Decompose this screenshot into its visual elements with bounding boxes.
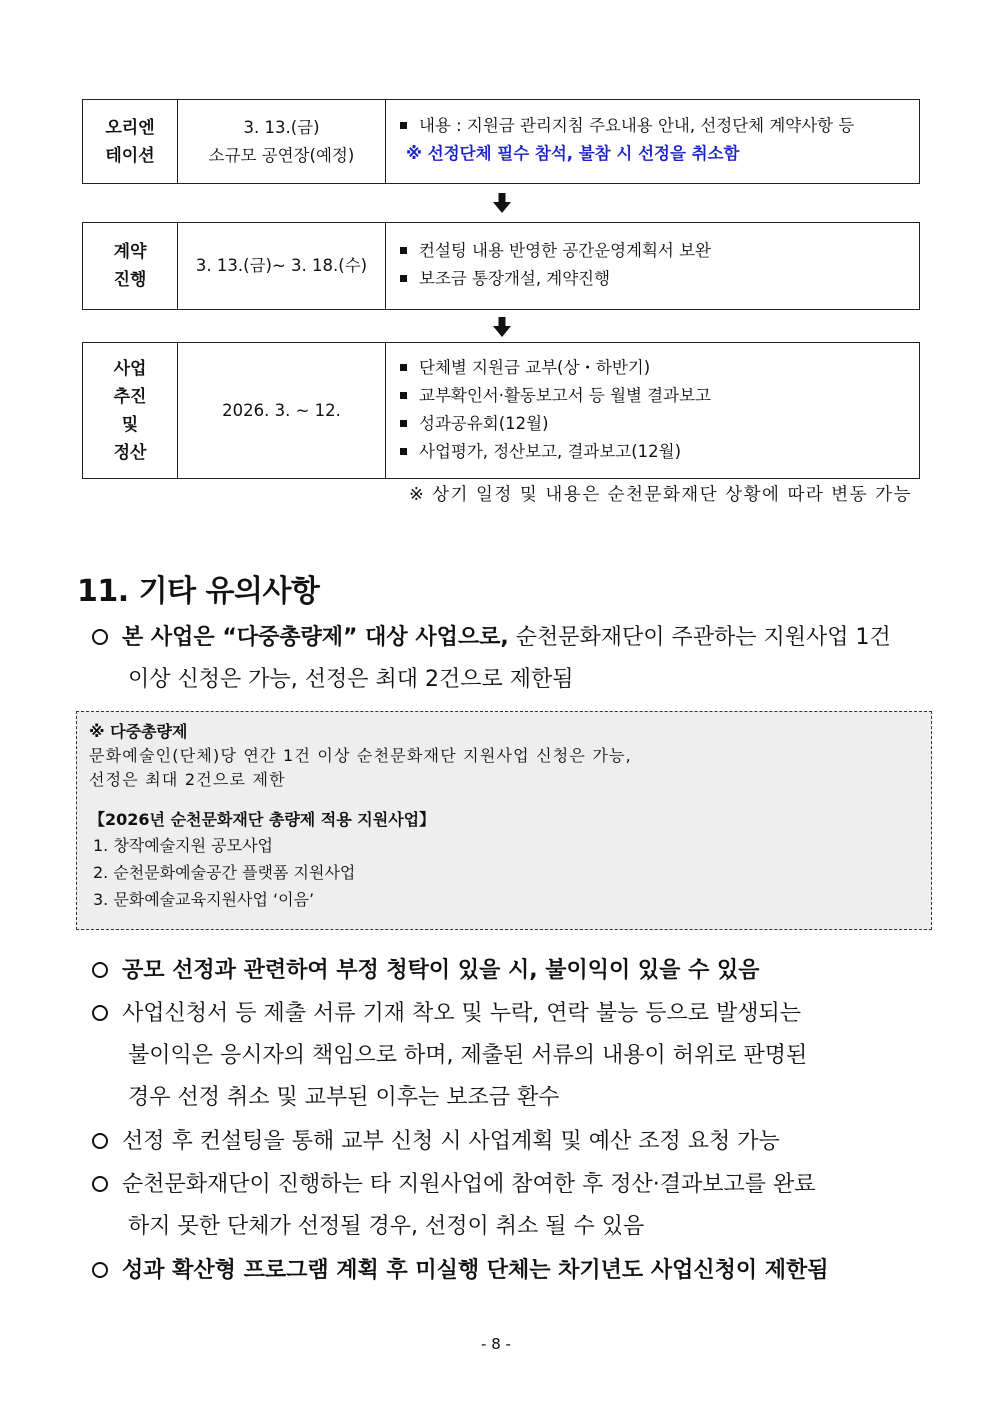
stage-text: 진행 bbox=[113, 270, 147, 290]
box-title: ※ 다중총량제 bbox=[89, 722, 188, 741]
note-item bbox=[92, 1250, 829, 1292]
stage-text: 정산 bbox=[113, 442, 147, 463]
box-list-item: 2. 순천문화예술공간 플랫폼 지원사업 bbox=[93, 863, 356, 882]
circle-bullet-icon bbox=[92, 1176, 108, 1192]
stage-text: 테이션 bbox=[105, 145, 155, 166]
content-cell bbox=[386, 100, 919, 183]
box-line: 선정은 최대 2건으로 제한 bbox=[89, 770, 286, 789]
bullet-text: 내용 : 지원금 관리지침 주요내용 안내, 선정단체 계약사항 등 bbox=[419, 116, 855, 135]
date-cell bbox=[178, 223, 386, 309]
arrow-down-icon bbox=[493, 193, 511, 213]
bullet-text: 교부확인서·활동보고서 등 월별 결과보고 bbox=[419, 386, 711, 405]
location-text: 소규모 공연장(예정) bbox=[208, 145, 355, 165]
content-cell bbox=[386, 343, 919, 478]
square-bullet-icon bbox=[400, 448, 407, 455]
note-text: 불이익은 응시자의 책임으로 하며, 제출된 서류의 내용이 허위로 판명된 bbox=[128, 1043, 808, 1068]
section-title: 11. 기타 유의사항 bbox=[77, 574, 320, 609]
intro-text-line2: 이상 신청은 가능, 선정은 최대 2건으로 제한됨 bbox=[128, 667, 574, 692]
arrow-down-icon bbox=[493, 317, 511, 337]
stage-cell bbox=[83, 223, 178, 309]
box-list-item: 3. 문화예술교육지원사업 ‘이음’ bbox=[93, 890, 315, 909]
schedule-row-contract bbox=[82, 222, 920, 310]
page-number: - 8 - bbox=[481, 1335, 511, 1353]
date-text: 2026. 3. ~ 12. bbox=[222, 400, 341, 420]
note-item bbox=[92, 993, 807, 1119]
bullet-item bbox=[400, 112, 919, 140]
stage-cell bbox=[83, 100, 178, 183]
bullet-item bbox=[400, 237, 919, 265]
date-cell bbox=[178, 100, 386, 183]
note-item bbox=[92, 1121, 780, 1163]
intro-paragraph bbox=[92, 617, 891, 701]
square-bullet-icon bbox=[400, 122, 407, 129]
bullet-item bbox=[400, 382, 919, 410]
bullet-text: 보조금 통장개설, 계약진행 bbox=[419, 269, 611, 288]
bullet-text: 사업평가, 정산보고, 결과보고(12월) bbox=[419, 442, 682, 461]
circle-bullet-icon bbox=[92, 1005, 108, 1021]
info-box bbox=[76, 711, 932, 930]
box-list-item: 1. 창작예술지원 공모사업 bbox=[93, 836, 273, 855]
intro-text: 순천문화재단이 주관하는 지원사업 1건 bbox=[508, 625, 891, 650]
note-item bbox=[92, 950, 760, 992]
square-bullet-icon bbox=[400, 364, 407, 371]
circle-bullet-icon bbox=[92, 1133, 108, 1149]
content-cell bbox=[386, 223, 919, 309]
bullet-text: 성과공유회(12월) bbox=[419, 414, 549, 433]
square-bullet-icon bbox=[400, 420, 407, 427]
note-text: 성과 확산형 프로그램 계획 후 미실행 단체는 차기년도 사업신청이 제한됨 bbox=[122, 1258, 829, 1283]
square-bullet-icon bbox=[400, 247, 407, 254]
schedule-note: ※ 상기 일정 및 내용은 순천문화재단 상황에 따라 변동 가능 bbox=[408, 485, 912, 505]
note-text: 사업신청서 등 제출 서류 기재 착오 및 누락, 연락 불능 등으로 발생되는 bbox=[122, 1001, 801, 1026]
note-item bbox=[92, 1164, 816, 1248]
note-text: 하지 못한 단체가 선정될 경우, 선정이 취소 될 수 있음 bbox=[128, 1214, 645, 1239]
circle-bullet-icon bbox=[92, 629, 108, 645]
square-bullet-icon bbox=[400, 392, 407, 399]
date-text: 3. 13.(금)~ 3. 18.(수) bbox=[195, 256, 368, 275]
note-text: 선정 후 컨설팅을 통해 교부 신청 시 사업계획 및 예산 조정 요청 가능 bbox=[122, 1129, 780, 1154]
stage-text: 오리엔 bbox=[105, 117, 155, 138]
stage-text: 사업 bbox=[113, 358, 147, 379]
bullet-item bbox=[400, 410, 919, 438]
circle-bullet-icon bbox=[92, 962, 108, 978]
schedule-row-orientation bbox=[82, 99, 920, 184]
bullet-text: 단체별 지원금 교부(상・하반기) bbox=[419, 358, 651, 377]
date-text: 3. 13.(금) bbox=[243, 117, 320, 137]
intro-bold-text: 본 사업은 “다중총량제” 대상 사업으로, bbox=[122, 625, 509, 650]
stage-text: 계약 bbox=[113, 242, 147, 262]
bullet-item bbox=[400, 265, 919, 293]
bullet-text: 컨설팅 내용 반영한 공간운영계획서 보완 bbox=[419, 241, 711, 260]
bullet-item bbox=[400, 354, 919, 382]
date-cell bbox=[178, 343, 386, 478]
note-text: 순천문화재단이 진행하는 타 지원사업에 참여한 후 정산·결과보고를 완료 bbox=[122, 1172, 816, 1197]
box-line: 문화예술인(단체)당 연간 1건 이상 순천문화재단 지원사업 신청은 가능, bbox=[89, 746, 632, 765]
stage-text: 추진 bbox=[113, 386, 147, 407]
note-text: 경우 선정 취소 및 교부된 이후는 보조금 환수 bbox=[128, 1085, 560, 1110]
schedule-row-execution bbox=[82, 342, 920, 479]
circle-bullet-icon bbox=[92, 1262, 108, 1278]
box-subtitle: 【2026년 순천문화재단 총량제 적용 지원사업】 bbox=[89, 810, 436, 829]
stage-text: 및 bbox=[121, 414, 139, 435]
square-bullet-icon bbox=[400, 275, 407, 282]
stage-cell bbox=[83, 343, 178, 478]
bullet-item bbox=[400, 438, 919, 466]
note-text: 공모 선정과 관련하여 부정 청탁이 있을 시, 불이익이 있을 수 있음 bbox=[122, 958, 760, 983]
warning-text: ※ 선정단체 필수 참석, 불참 시 선정을 취소함 bbox=[406, 144, 740, 163]
